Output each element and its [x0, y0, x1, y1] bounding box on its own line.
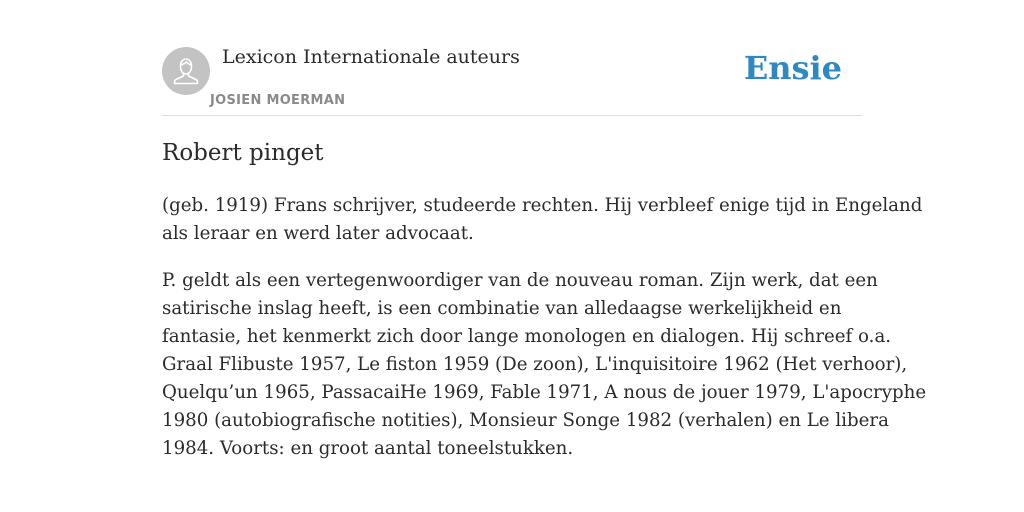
- paragraph-line: als leraar en werd later advocaat.: [162, 223, 474, 244]
- author-name[interactable]: JOSIEN MOERMAN: [210, 93, 346, 108]
- paragraph-line: P. geldt als een vertegenwoordiger van de nouveau roman. Zijn werk, dat een: [162, 270, 878, 291]
- paragraph-line: 1984. Voorts: en groot aantal toneelstukken.: [162, 438, 574, 459]
- brand-logo[interactable]: Ensie: [743, 49, 842, 87]
- paragraph-line: 1980 (autobiografische notities), Monsieur Songe 1982 (verhalen) en Le libera: [162, 410, 889, 431]
- user-silhouette-icon: [162, 47, 210, 95]
- paragraph-line: fantasie, het kenmerkt zich door lange monologen en dialogen. Hij schreef o.a.: [162, 326, 892, 347]
- author-avatar[interactable]: [162, 47, 210, 95]
- source-title[interactable]: Lexicon Internationale auteurs: [222, 46, 520, 68]
- paragraph-line: Quelqu’un 1965, PassacaiHe 1969, Fable 1971, A nous de jouer 1979, L'apocryphe: [162, 382, 927, 403]
- paragraph-line: satirische inslag heeft, is een combinatie van alledaagse werkelijkheid en: [162, 298, 842, 319]
- article-paragraph-1: [162, 192, 923, 248]
- article-paragraph-2: [162, 267, 927, 463]
- article-header: [162, 0, 862, 116]
- paragraph-line: (geb. 1919) Frans schrijver, studeerde rechten. Hij verbleef enige tijd in Engeland: [162, 195, 923, 216]
- article-card: [162, 0, 927, 459]
- paragraph-line: Graal Flibuste 1957, Le fiston 1959 (De zoon), L'inquisitoire 1962 (Het verhoor),: [162, 354, 908, 375]
- article-title: Robert pinget: [162, 140, 324, 166]
